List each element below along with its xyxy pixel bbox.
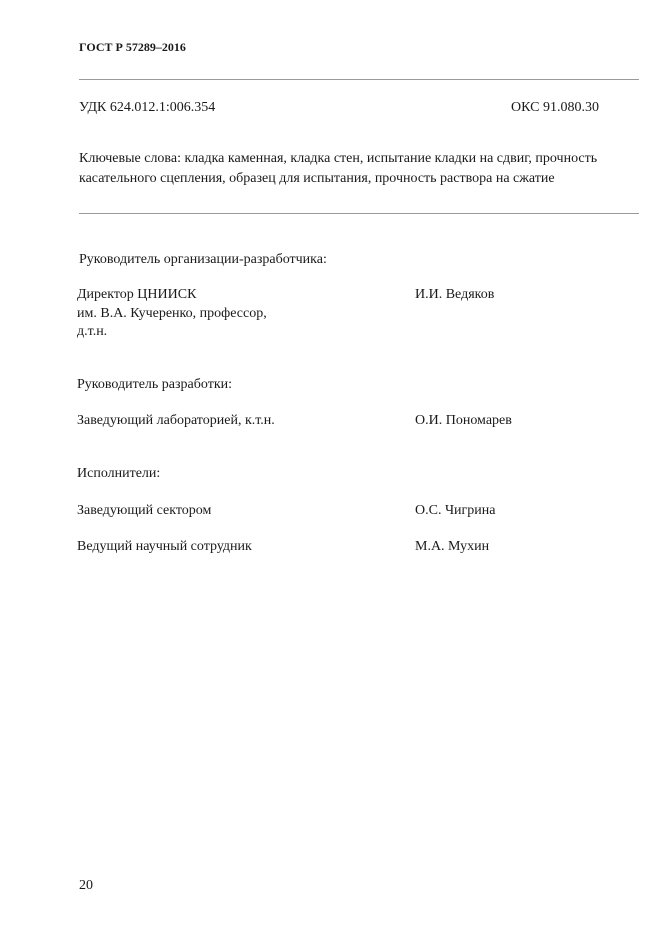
- developer-org-head-name: И.И. Ведяков: [415, 287, 495, 302]
- developer-org-head-heading: Руководитель организации-разработчика:: [79, 252, 327, 267]
- executors-heading: Исполнители:: [77, 466, 161, 481]
- development-head-position: Заведующий лабораторией, к.т.н.: [77, 413, 275, 428]
- keywords-paragraph: Ключевые слова: кладка каменная, кладка стен, испытание кладки на сдвиг, прочность касательного сцепления, образец для испытания, прочность раствора на сжатие: [79, 151, 598, 186]
- standard-code: ГОСТ Р 57289–2016: [79, 40, 186, 54]
- top-divider: [79, 79, 639, 80]
- oks-code: ОКС 91.080.30: [511, 100, 599, 115]
- development-head-heading: Руководитель разработки:: [77, 377, 233, 392]
- udk-code: УДК 624.012.1:006.354: [79, 100, 216, 115]
- developer-org-head-position-line2: им. В.А. Кучеренко, профессор,: [77, 306, 267, 321]
- executor-position: Ведущий научный сотрудник: [77, 539, 252, 554]
- developer-org-head-position-line1: Директор ЦНИИСК: [77, 287, 197, 302]
- development-head-name: О.И. Пономарев: [415, 413, 512, 428]
- keywords-divider: [79, 213, 639, 214]
- executor-name: М.А. Мухин: [415, 539, 490, 554]
- executor-name: О.С. Чигрина: [415, 503, 496, 518]
- executor-position: Заведующий сектором: [77, 503, 212, 518]
- page-number: 20: [79, 878, 93, 893]
- developer-org-head-position-line3: д.т.н.: [77, 324, 108, 339]
